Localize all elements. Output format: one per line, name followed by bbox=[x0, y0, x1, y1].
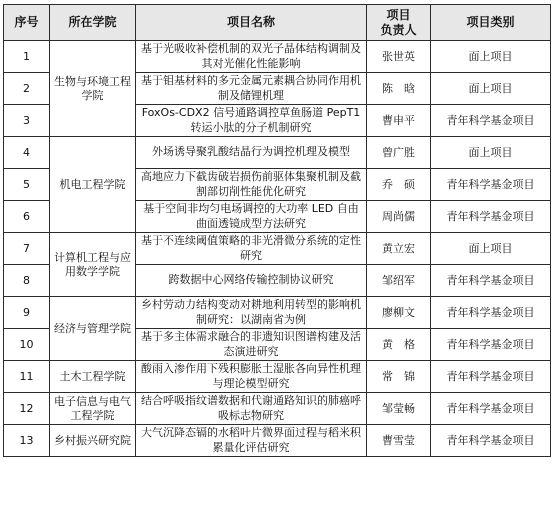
row-category: 青年科学基金项目 bbox=[431, 425, 551, 457]
row-title: 跨数据中心网络传输控制协议研究 bbox=[136, 265, 367, 297]
row-leader: 邹绍军 bbox=[367, 265, 431, 297]
table-row bbox=[4, 137, 551, 169]
row-leader: 周尚儒 bbox=[367, 201, 431, 233]
row-college: 生物与环境工程学院 bbox=[50, 41, 136, 137]
row-no: 11 bbox=[4, 361, 50, 393]
row-leader: 廖柳文 bbox=[367, 297, 431, 329]
row-category: 青年科学基金项目 bbox=[431, 169, 551, 201]
row-category: 青年科学基金项目 bbox=[431, 201, 551, 233]
row-title: 外场诱导聚乳酸结晶行为调控机理及模型 bbox=[136, 137, 367, 169]
header-title: 项目名称 bbox=[136, 5, 367, 41]
table-row bbox=[4, 297, 551, 329]
row-category: 青年科学基金项目 bbox=[431, 329, 551, 361]
row-title: 高地应力下截齿破岩损伤前驱体集聚机制及截割部切削性能优化研究 bbox=[136, 169, 367, 201]
row-no: 7 bbox=[4, 233, 50, 265]
table-row bbox=[4, 425, 551, 457]
row-no: 6 bbox=[4, 201, 50, 233]
row-title: 基于钼基材料的多元金属元素耦合协同作用机制及储锂机理 bbox=[136, 73, 367, 105]
table-row bbox=[4, 233, 551, 265]
header-college: 所在学院 bbox=[50, 5, 136, 41]
row-college: 计算机工程与应用数学学院 bbox=[50, 233, 136, 297]
row-no: 9 bbox=[4, 297, 50, 329]
header-leader: 项目 负责人 bbox=[367, 5, 431, 41]
row-no: 5 bbox=[4, 169, 50, 201]
row-title: 基于多主体需求融合的非遗知识图谱构建及活态演进研究 bbox=[136, 329, 367, 361]
row-category: 青年科学基金项目 bbox=[431, 105, 551, 137]
row-no: 3 bbox=[4, 105, 50, 137]
row-leader: 乔 硕 bbox=[367, 169, 431, 201]
row-title: 基于不连续阈值策略的非光滑微分系统的定性研究 bbox=[136, 233, 367, 265]
row-category: 青年科学基金项目 bbox=[431, 393, 551, 425]
row-title: 酸雨入渗作用下残积膨胀土湿胀各向异性机理与理论模型研究 bbox=[136, 361, 367, 393]
row-leader: 张世英 bbox=[367, 41, 431, 73]
row-title: 大气沉降态镉的水稻叶片微界面过程与稻米积累量化评估研究 bbox=[136, 425, 367, 457]
row-leader: 曹雪莹 bbox=[367, 425, 431, 457]
row-leader: 常 锦 bbox=[367, 361, 431, 393]
row-no: 10 bbox=[4, 329, 50, 361]
row-title: 基于光吸收补偿机制的双光子晶体结构调制及其对光催化性能影响 bbox=[136, 41, 367, 73]
row-title: FoxOs-CDX2 信号通路调控草鱼肠道 PepT1 转运小肽的分子机制研究 bbox=[136, 105, 367, 137]
row-category: 面上项目 bbox=[431, 41, 551, 73]
row-no: 13 bbox=[4, 425, 50, 457]
row-college: 电子信息与电气工程学院 bbox=[50, 393, 136, 425]
row-no: 8 bbox=[4, 265, 50, 297]
row-leader: 曹申平 bbox=[367, 105, 431, 137]
row-college: 机电工程学院 bbox=[50, 137, 136, 233]
row-leader: 邹莹畅 bbox=[367, 393, 431, 425]
table-row bbox=[4, 41, 551, 73]
row-no: 1 bbox=[4, 41, 50, 73]
table-row bbox=[4, 393, 551, 425]
row-leader: 曾广胜 bbox=[367, 137, 431, 169]
row-college: 乡村振兴研究院 bbox=[50, 425, 136, 457]
row-leader: 陈 晗 bbox=[367, 73, 431, 105]
header-no: 序号 bbox=[4, 5, 50, 41]
row-category: 面上项目 bbox=[431, 73, 551, 105]
row-title: 乡村劳动力结构变动对耕地利用转型的影响机制研究：以湖南省为例 bbox=[136, 297, 367, 329]
row-college: 土木工程学院 bbox=[50, 361, 136, 393]
row-category: 青年科学基金项目 bbox=[431, 265, 551, 297]
row-college: 经济与管理学院 bbox=[50, 297, 136, 361]
row-title: 结合呼吸指纹谱数据和代谢通路知识的肺癌呼吸标志物研究 bbox=[136, 393, 367, 425]
row-no: 4 bbox=[4, 137, 50, 169]
row-category: 青年科学基金项目 bbox=[431, 297, 551, 329]
row-category: 面上项目 bbox=[431, 233, 551, 265]
table-header-row bbox=[4, 5, 551, 41]
header-category: 项目类别 bbox=[431, 5, 551, 41]
row-no: 2 bbox=[4, 73, 50, 105]
table-row bbox=[4, 361, 551, 393]
row-title: 基于空间非均匀电场调控的大功率 LED 自由曲面透镜成型方法研究 bbox=[136, 201, 367, 233]
row-category: 面上项目 bbox=[431, 137, 551, 169]
projects-table bbox=[3, 4, 551, 457]
row-no: 12 bbox=[4, 393, 50, 425]
row-category: 青年科学基金项目 bbox=[431, 361, 551, 393]
row-leader: 黄 格 bbox=[367, 329, 431, 361]
row-leader: 黄立宏 bbox=[367, 233, 431, 265]
